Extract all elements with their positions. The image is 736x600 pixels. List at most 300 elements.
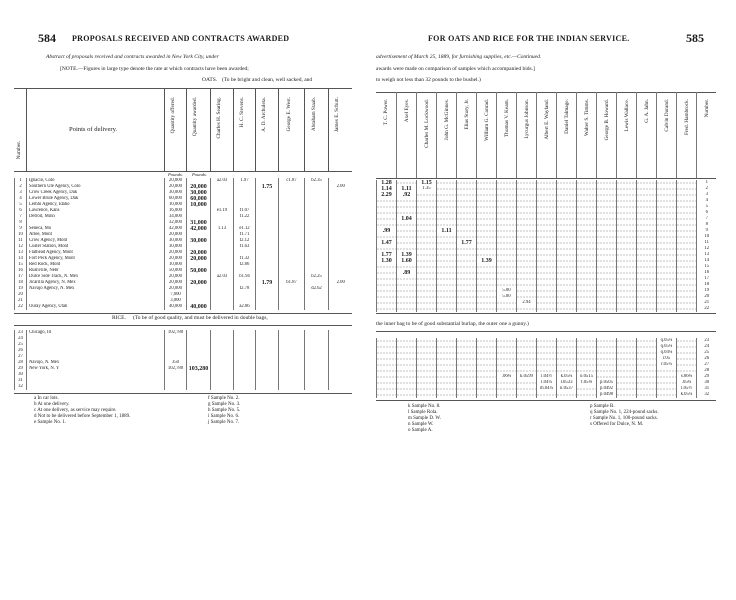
bidder-column-header [496, 92, 516, 178]
row-number: 24 [15, 336, 27, 342]
quantity-offered: 20,000 [165, 184, 187, 190]
row-number: 30 [697, 380, 717, 386]
bid-price: f1.22 [234, 214, 256, 220]
bid-price [577, 306, 597, 312]
table-row [15, 384, 353, 390]
row-number: 23 [15, 330, 27, 336]
footnotes-right-b: p Sample B. q Sample No. 1, 224-pound sacks. r Sample No. 1, 100-pound sacks. s Offered for Dulce, N. M. [590, 404, 659, 427]
bid-price [457, 306, 477, 312]
table-row [15, 304, 353, 310]
table-row [377, 392, 717, 398]
quantity-offered: 42,000 [165, 226, 187, 232]
bidder-name: Walter S. Timms. [584, 99, 590, 136]
quantity-awarded: 20,000 [187, 280, 211, 286]
quantity-awarded: 60,000 [187, 196, 211, 202]
quantity-awarded: 30,000 [187, 238, 211, 244]
bid-price [637, 306, 657, 312]
row-number: 21 [15, 298, 27, 304]
bid-price: 1.39 [397, 252, 417, 258]
bid-price: 5.00 [497, 288, 517, 294]
oats-table-header-left [14, 88, 352, 171]
row-number: 6 [697, 210, 717, 216]
bid-price: q.05¼ [657, 338, 677, 344]
rice-table-left [14, 330, 353, 390]
bid-price: f2.12 [234, 238, 256, 244]
row-number: 8 [15, 220, 27, 226]
bid-price: f1.07 [234, 208, 256, 214]
point-of-delivery: Ignacio, Colo [27, 178, 165, 184]
row-number: 25 [15, 342, 27, 348]
bid-price [597, 306, 617, 312]
row-number: 15 [697, 264, 717, 270]
row-number: 30 [15, 372, 27, 378]
point-of-delivery: Southern Ute Agency, Colo [27, 184, 165, 190]
bidder-column-header [556, 92, 576, 178]
bid-price: l.04½ [537, 374, 557, 380]
unit-pounds: Pounds. [168, 172, 183, 177]
bidder-column-header [536, 92, 556, 178]
point-of-delivery: Chicago, Ill [27, 330, 165, 336]
bid-price: 1.35 [417, 186, 437, 192]
point-of-delivery: Detroit, Minn [27, 214, 165, 220]
rice-table-right [376, 338, 717, 398]
bid-price: 1.79 [256, 280, 279, 286]
quantity-offered: 30,000 [165, 190, 187, 196]
quantity-offered: 102,780 [165, 330, 187, 336]
header-bidder: H. C. Stevens. [239, 97, 245, 128]
bid-price: 2.00 [329, 280, 353, 286]
bid-price [377, 392, 397, 398]
quantity-offered: 3,000 [165, 298, 187, 304]
oats-condition-left: (To be bright and clean, well sacked, and [222, 77, 313, 83]
quantity-offered: 20,000 [165, 178, 187, 184]
row-number: 9 [15, 226, 27, 232]
bid-price [234, 384, 256, 390]
bid-price [211, 304, 234, 310]
bid-price: d2.62 [305, 286, 329, 292]
quantity-offered: 10,000 [165, 202, 187, 208]
row-number: 20 [15, 292, 27, 298]
bidder-name: Thomas V. Keam. [504, 99, 510, 138]
bid-price: q.04¼ [657, 350, 677, 356]
header-bidder: Charles H. Searing. [216, 97, 222, 139]
point-of-delivery: Fort Peck Agency, Mont [27, 256, 165, 262]
note-right: awards were made on comparison of samples which accompanied bids.] [376, 66, 535, 72]
bid-price [497, 306, 517, 312]
page-number-right: 585 [686, 31, 704, 45]
row-number: 16 [697, 270, 717, 276]
bid-price: 5.00 [497, 294, 517, 300]
bid-price: 1.30 [377, 258, 397, 264]
row-number: 22 [697, 306, 717, 312]
bid-price: 1.75 [256, 184, 279, 190]
row-number: 5 [697, 204, 717, 210]
quantity-offered: 20,000 [165, 274, 187, 280]
row-number: 18 [697, 282, 717, 288]
bidder-name: Albert E. Wayland. [544, 99, 550, 140]
row-number: 14 [15, 256, 27, 262]
row-number: 22 [15, 304, 27, 310]
bid-price: o.0515 [577, 374, 597, 380]
right-page [368, 0, 736, 600]
row-number: 2 [15, 184, 27, 190]
bid-price: f2.78 [234, 286, 256, 292]
row-number: 13 [697, 252, 717, 258]
bid-price: 1.60 [397, 258, 417, 264]
bid-price: k.05¼ [557, 374, 577, 380]
quantity-offered: 32,000 [165, 220, 187, 226]
bid-price: 2.29 [377, 192, 397, 198]
bid-price: a2.86 [234, 304, 256, 310]
point-of-delivery: Arlee, Mont [27, 232, 165, 238]
row-number: 17 [15, 274, 27, 280]
bid-price [477, 306, 497, 312]
row-number: 24 [697, 344, 717, 350]
quantity-offered: 50,000 [165, 268, 187, 274]
quantity-offered: 350 [165, 360, 187, 366]
row-number: 10 [697, 234, 717, 240]
quantity-offered: 20,000 [165, 232, 187, 238]
bid-price: f1.63 [234, 244, 256, 250]
bid-price: f1.32 [234, 256, 256, 262]
bid-price: a2.03 [211, 274, 234, 280]
row-number: 19 [15, 286, 27, 292]
bid-price: 1.15 [417, 180, 437, 186]
row-number: 4 [15, 196, 27, 202]
bid-price [417, 392, 437, 398]
row-number: 20 [697, 294, 717, 300]
bid-price: 1.47 [377, 240, 397, 246]
row-number: 11 [697, 240, 717, 246]
bid-price: 1.97 [234, 178, 256, 184]
bid-price [617, 392, 637, 398]
row-number: 29 [697, 374, 717, 380]
row-number: 13 [15, 250, 27, 256]
bidder-column-header [416, 92, 436, 178]
bid-price: c1.87 [279, 178, 305, 184]
bid-price [256, 304, 279, 310]
header-bidder: Quantity offered. [170, 97, 176, 134]
row-number: 4 [697, 198, 717, 204]
quantity-offered: 20,000 [165, 286, 187, 292]
header-bidder: A. D. Archuleta. [261, 97, 267, 132]
bid-price: 2.94 [517, 300, 537, 306]
quantity-offered: 102,780 [165, 366, 187, 372]
point-of-delivery: Crow Creek Agency, Dak [27, 190, 165, 196]
bid-price [397, 306, 417, 312]
bidder-name: G. A. Jahn. [644, 99, 650, 123]
row-number: 8 [697, 222, 717, 228]
subtitle-left: Abstract of proposals received and contracts awarded in New York City, under [46, 54, 219, 60]
point-of-delivery: Flathead Agency, Mont [27, 250, 165, 256]
row-number: 29 [15, 366, 27, 372]
bid-price: m.04¼ [537, 386, 557, 392]
bid-price: 1.11 [397, 186, 417, 192]
point-of-delivery: Lawrence, Kans [27, 208, 165, 214]
quantity-awarded: 50,000 [187, 268, 211, 274]
bidder-column-header [596, 92, 616, 178]
bid-price: .05¾ [677, 380, 697, 386]
bidder-column-header [616, 92, 636, 178]
point-of-delivery: Custer Station, Mont [27, 244, 165, 250]
quantity-awarded: 30,000 [187, 190, 211, 196]
point-of-delivery: Navajo, N. Mex [27, 360, 165, 366]
row-number: 14 [697, 258, 717, 264]
row-number: 7 [697, 216, 717, 222]
bid-price [517, 306, 537, 312]
point-of-delivery: New York, N. Y [27, 366, 165, 372]
bid-price: 1.28 [377, 180, 397, 186]
bidder-column-header [516, 92, 536, 178]
row-number: 32 [15, 384, 27, 390]
row-number: 2 [697, 186, 717, 192]
bid-price [617, 306, 637, 312]
bidder-name: Lewis Wallace. [624, 99, 630, 132]
header-bidder: George E. West. [286, 97, 292, 132]
oats-table-right [376, 180, 717, 312]
bid-price [329, 384, 353, 390]
row-number: 11 [15, 238, 27, 244]
point-of-delivery: Seneca, Mo [27, 226, 165, 232]
point-of-delivery: Jicarilla Agency, N. Mex [27, 280, 165, 286]
bid-price [377, 306, 397, 312]
bid-price: k.0599 [517, 374, 537, 380]
bidder-name: William G. Conrad. [484, 99, 490, 141]
row-number: 23 [697, 338, 717, 344]
row-number: 17 [697, 276, 717, 282]
header-bidder: James E. Schutt. [334, 97, 340, 133]
oats-table-header-right [376, 92, 716, 178]
bid-price: 1.77 [457, 240, 477, 246]
note-left: [NOTE.—Figures in large type denote the rate at which contracts have been awarded; [60, 66, 249, 72]
quantity-offered: 16,000 [165, 208, 187, 214]
bid-price: l.0533 [557, 380, 577, 386]
header-number: Number. [16, 141, 22, 160]
bidder-name: Lycurgus Johnson. [524, 99, 530, 139]
bid-price: 2.00 [329, 184, 353, 190]
bid-price: a2.03 [211, 178, 234, 184]
row-number: 28 [15, 360, 27, 366]
bid-price: e1.12 [234, 226, 256, 232]
row-number: 15 [15, 262, 27, 268]
bid-price: p.0498 [597, 392, 617, 398]
row-number: 18 [15, 280, 27, 286]
row-number: 27 [697, 362, 717, 368]
bidder-column-header [476, 92, 496, 178]
point-of-delivery [27, 384, 165, 390]
oats-condition-right: to weigh not less than 32 pounds to the bushel.) [376, 77, 481, 83]
bid-price: 1.14 [377, 186, 397, 192]
oats-table-left [14, 178, 353, 310]
bidder-name: Calvin Durand. [664, 99, 670, 132]
running-head-right: FOR OATS AND RICE FOR THE INDIAN SERVICE. [428, 34, 630, 43]
footnotes-left-a: a In car lots. b At one delivery. c At one delivery, as service may require. d Not to be delivered before September 1, 1889. e Sample No. 1. [34, 396, 131, 425]
bid-price: q.05¼ [657, 344, 677, 350]
bidder-column-header [396, 92, 416, 178]
bid-price: b2.25 [305, 274, 329, 280]
bidder-name: Daniel Talmage. [564, 99, 570, 134]
rice-condition-right: the inner bag to be of good substantial burlap, the outer one a gunny.) [376, 321, 529, 327]
bidder-column-header [456, 92, 476, 178]
bid-price: b1.87 [279, 280, 305, 286]
footnotes-left-b: f Sample No. 2. g Sample No. 3. h Sample No. 5. i Sample No. 6. j Sample No. 7. [208, 396, 241, 425]
row-number: 16 [15, 268, 27, 274]
quantity-awarded: 20,000 [187, 184, 211, 190]
bid-price [437, 392, 457, 398]
bid-price [437, 306, 457, 312]
header-points-of-delivery: Points of delivery. [69, 126, 118, 133]
row-number: 32 [697, 392, 717, 398]
quantity-awarded: 103,280 [187, 366, 211, 372]
bidder-column-header [636, 92, 656, 178]
bid-price [211, 384, 234, 390]
bid-price [397, 392, 417, 398]
bid-price: b2.35 [305, 178, 329, 184]
bid-price [329, 304, 353, 310]
bid-price [657, 306, 677, 312]
quantity-offered: 60,000 [165, 196, 187, 202]
bid-price: f2.86 [234, 262, 256, 268]
bidder-column-header [436, 92, 456, 178]
bid-price: 1.11 [437, 228, 457, 234]
bidder-column-header [656, 92, 676, 178]
row-number: 21 [697, 300, 717, 306]
point-of-delivery: Navajo Agency, N. Mex [27, 286, 165, 292]
quantity-offered [165, 384, 187, 390]
row-number: 26 [15, 348, 27, 354]
quantity-awarded: 42,000 [187, 226, 211, 232]
rice-condition-left: (To be of good quality, and must be delivered in double bags, [133, 315, 268, 321]
quantity-offered: 34,000 [165, 214, 187, 220]
bid-price: p.0505 [597, 380, 617, 386]
row-number: 12 [697, 246, 717, 252]
bid-price [557, 392, 577, 398]
quantity-awarded: 10,000 [187, 202, 211, 208]
row-number: 28 [697, 368, 717, 374]
row-number: 5 [15, 202, 27, 208]
row-number: 26 [697, 356, 717, 362]
bid-price [305, 384, 329, 390]
bid-price: e1.19 [211, 208, 234, 214]
bidder-name: John G. McGinnes. [444, 99, 450, 141]
bid-price: k.05¼ [677, 392, 697, 398]
bid-price [557, 306, 577, 312]
row-number: 9 [697, 228, 717, 234]
bid-price [305, 304, 329, 310]
bid-price: r.05¼ [657, 362, 677, 368]
bid-price: 1.04 [397, 216, 417, 222]
bidder-name: Charles M. Lockwood. [424, 99, 430, 148]
point-of-delivery: Red Rock, Mont [27, 262, 165, 268]
bid-price [457, 392, 477, 398]
quantity-offered: 7,000 [165, 292, 187, 298]
row-number: 6 [15, 208, 27, 214]
point-of-delivery: Lower Brulé Agency, Dak [27, 196, 165, 202]
row-number: 3 [697, 192, 717, 198]
row-number: 19 [697, 288, 717, 294]
row-number: 1 [697, 180, 717, 186]
section-oats-label: OATS. [202, 77, 218, 83]
quantity-awarded [187, 384, 211, 390]
row-number: 25 [697, 350, 717, 356]
bid-price: f.05⅛ [577, 380, 597, 386]
quantity-awarded: 40,000 [187, 304, 211, 310]
bid-price [577, 392, 597, 398]
quantity-offered: 20,000 [165, 280, 187, 286]
bid-price: .06¾ [497, 374, 517, 380]
bid-price: .89 [397, 270, 417, 276]
quantity-offered: 20,000 [165, 250, 187, 256]
bid-price [417, 306, 437, 312]
point-of-delivery: Ouray Agency, Utah [27, 304, 165, 310]
bid-price: s.06¾ [677, 374, 697, 380]
quantity-awarded: 20,000 [187, 256, 211, 262]
bid-price [279, 304, 305, 310]
table-row [377, 306, 717, 312]
section-rice-label: RICE. [112, 315, 126, 321]
bid-price [477, 392, 497, 398]
bid-price: .99 [377, 228, 397, 234]
bidder-column-header [676, 92, 696, 178]
bid-price: p.0492 [597, 386, 617, 392]
bid-price [537, 306, 557, 312]
bid-price [657, 392, 677, 398]
header-bidder: Abraham Staab. [311, 97, 317, 132]
row-number: 3 [15, 190, 27, 196]
bidder-name: Number. [704, 99, 710, 118]
quantity-offered: 30,000 [165, 238, 187, 244]
row-number: 27 [15, 354, 27, 360]
bid-price: 1.39 [477, 258, 497, 264]
unit-pounds: Pounds. [192, 172, 207, 177]
quantity-offered: 30,000 [165, 244, 187, 250]
row-number: 31 [15, 378, 27, 384]
bidder-column-header [576, 92, 596, 178]
bid-price [256, 384, 279, 390]
page-number-left: 584 [38, 31, 56, 45]
bid-price: b1.94 [234, 274, 256, 280]
row-number: 10 [15, 232, 27, 238]
footnotes-right-a: k Sample No. 8. l Sample Rola. m Sample D. W. n Sample W. o Sample A. [408, 404, 441, 433]
point-of-delivery: Dulce Side Track, N. Mex [27, 274, 165, 280]
bid-price [537, 392, 557, 398]
point-of-delivery: Crow Agency, Mont [27, 238, 165, 244]
bidder-name: T. C. Power. [383, 99, 389, 126]
bid-price [497, 392, 517, 398]
bid-price [279, 384, 305, 390]
bid-price: 1.13 [211, 226, 234, 232]
bid-price [517, 392, 537, 398]
row-number: 31 [697, 386, 717, 392]
bid-price [637, 392, 657, 398]
bidder-name: Fred. Hambrock. [684, 99, 690, 136]
point-of-delivery: Rushville, Nebr [27, 268, 165, 274]
header-bidder: Quantity awarded. [192, 97, 198, 137]
bid-price: 1.77 [377, 252, 397, 258]
bidder-column-header [696, 92, 716, 178]
running-head-left: PROPOSALS RECEIVED AND CONTRACTS AWARDED [72, 34, 290, 43]
row-number: 12 [15, 244, 27, 250]
bid-price: .92 [397, 192, 417, 198]
row-number: 7 [15, 214, 27, 220]
subtitle-right: advertisement of March 25, 1889, for furnishing supplies, etc.—Continued. [376, 54, 542, 60]
bid-price: l.04¼ [537, 380, 557, 386]
bidder-column-header [376, 92, 396, 178]
bid-price: f1.71 [234, 232, 256, 238]
row-number: 1 [15, 178, 27, 184]
quantity-awarded: 31,000 [187, 220, 211, 226]
bidder-name: Elias Story, Jr. [464, 99, 470, 130]
